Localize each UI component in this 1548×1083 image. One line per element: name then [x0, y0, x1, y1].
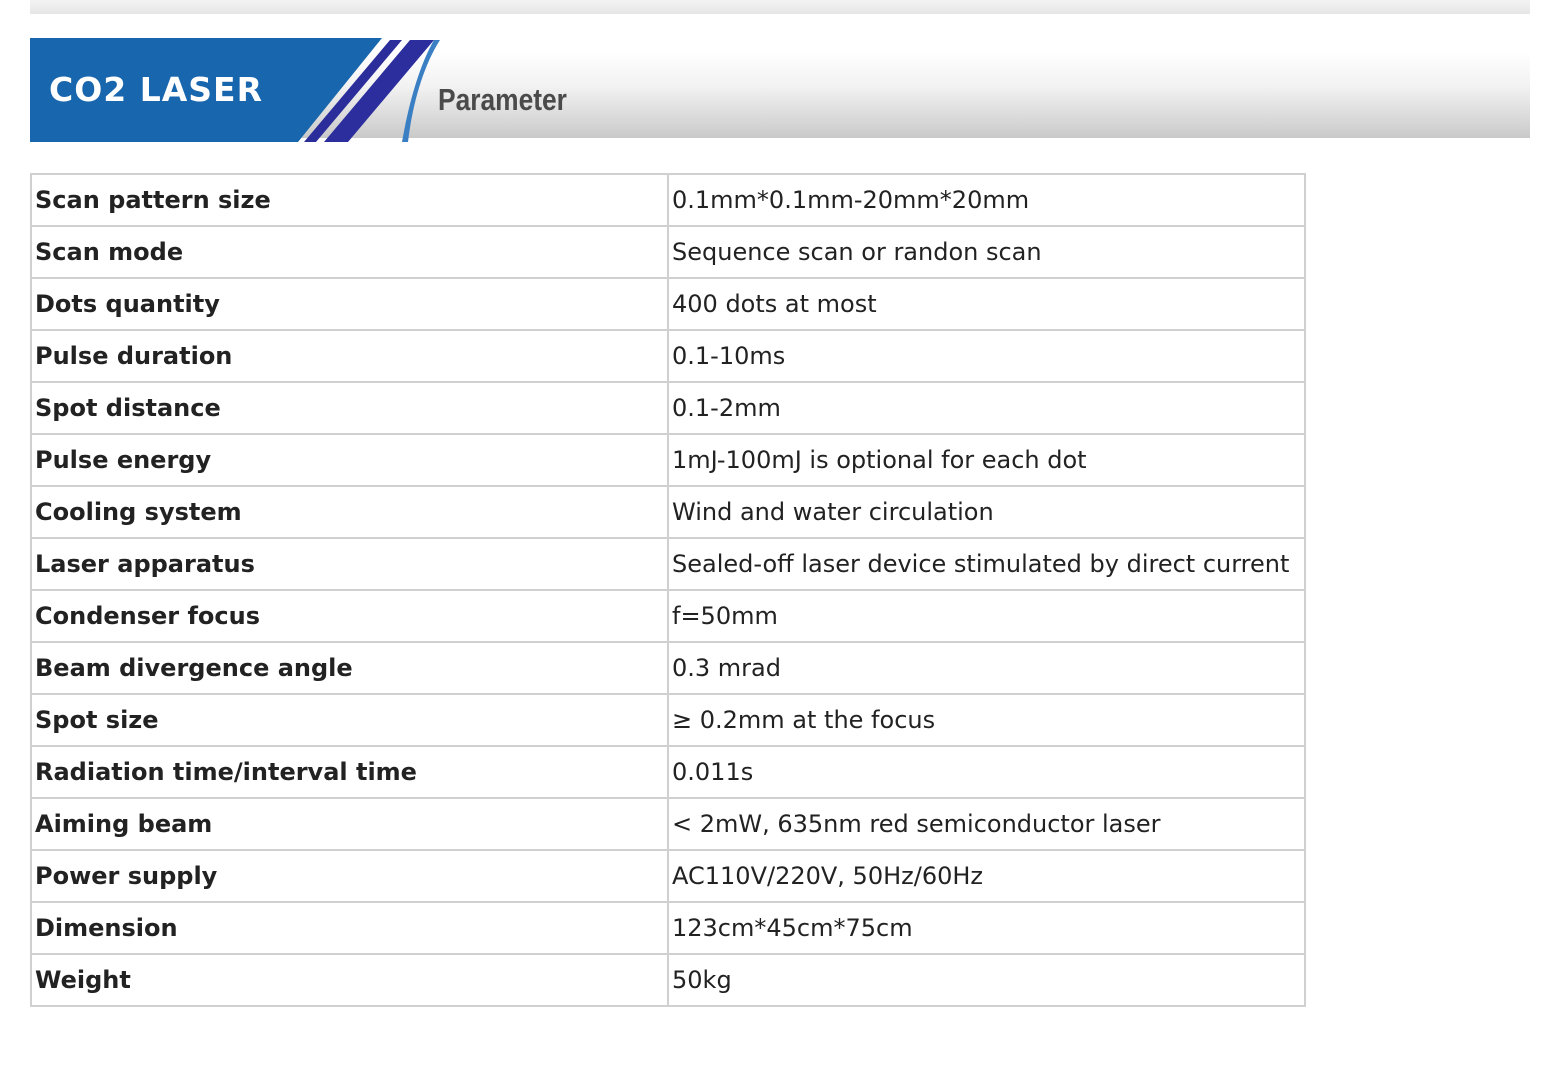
- param-value: Sequence scan or randon scan: [668, 226, 1305, 278]
- param-label: Laser apparatus: [31, 538, 668, 590]
- param-label: Spot distance: [31, 382, 668, 434]
- table-row: [31, 694, 1305, 746]
- table-row: [31, 434, 1305, 486]
- banner-title: CO2 LASER: [49, 70, 264, 109]
- table-row: [31, 850, 1305, 902]
- param-label: Scan mode: [31, 226, 668, 278]
- param-label: Radiation time/interval time: [31, 746, 668, 798]
- param-value: 1mJ-100mJ is optional for each dot: [668, 434, 1305, 486]
- param-value: 0.1-10ms: [668, 330, 1305, 382]
- param-label: Power supply: [31, 850, 668, 902]
- param-value: f=50mm: [668, 590, 1305, 642]
- table-row: [31, 174, 1305, 226]
- param-value: 400 dots at most: [668, 278, 1305, 330]
- section-banner: [30, 38, 1530, 144]
- param-value: ≥ 0.2mm at the focus: [668, 694, 1305, 746]
- table-row: [31, 954, 1305, 1006]
- param-value: AC110V/220V, 50Hz/60Hz: [668, 850, 1305, 902]
- table-row: [31, 330, 1305, 382]
- param-label: Dimension: [31, 902, 668, 954]
- param-value: Wind and water circulation: [668, 486, 1305, 538]
- param-value: 0.1mm*0.1mm-20mm*20mm: [668, 174, 1305, 226]
- param-label: Aiming beam: [31, 798, 668, 850]
- table-row: [31, 642, 1305, 694]
- param-value: 0.1-2mm: [668, 382, 1305, 434]
- param-label: Dots quantity: [31, 278, 668, 330]
- param-label: Beam divergence angle: [31, 642, 668, 694]
- param-value: Sealed-off laser device stimulated by direct current: [668, 538, 1305, 590]
- param-label: Spot size: [31, 694, 668, 746]
- param-label: Cooling system: [31, 486, 668, 538]
- param-value: 0.3 mrad: [668, 642, 1305, 694]
- table-row: [31, 902, 1305, 954]
- banner-subtitle: Parameter: [438, 82, 567, 117]
- param-label: Pulse duration: [31, 330, 668, 382]
- table-row: [31, 226, 1305, 278]
- table-row: [31, 486, 1305, 538]
- param-value: 50kg: [668, 954, 1305, 1006]
- param-label: Weight: [31, 954, 668, 1006]
- table-row: [31, 538, 1305, 590]
- param-label: Scan pattern size: [31, 174, 668, 226]
- table-row: [31, 746, 1305, 798]
- param-value: 123cm*45cm*75cm: [668, 902, 1305, 954]
- table-row: [31, 798, 1305, 850]
- table-row: [31, 382, 1305, 434]
- param-label: Pulse energy: [31, 434, 668, 486]
- parameter-table: [30, 173, 1306, 1007]
- param-value: < 2mW, 635nm red semiconductor laser: [668, 798, 1305, 850]
- param-value: 0.011s: [668, 746, 1305, 798]
- top-divider-bar: [30, 0, 1530, 14]
- table-row: [31, 278, 1305, 330]
- table-row: [31, 590, 1305, 642]
- param-label: Condenser focus: [31, 590, 668, 642]
